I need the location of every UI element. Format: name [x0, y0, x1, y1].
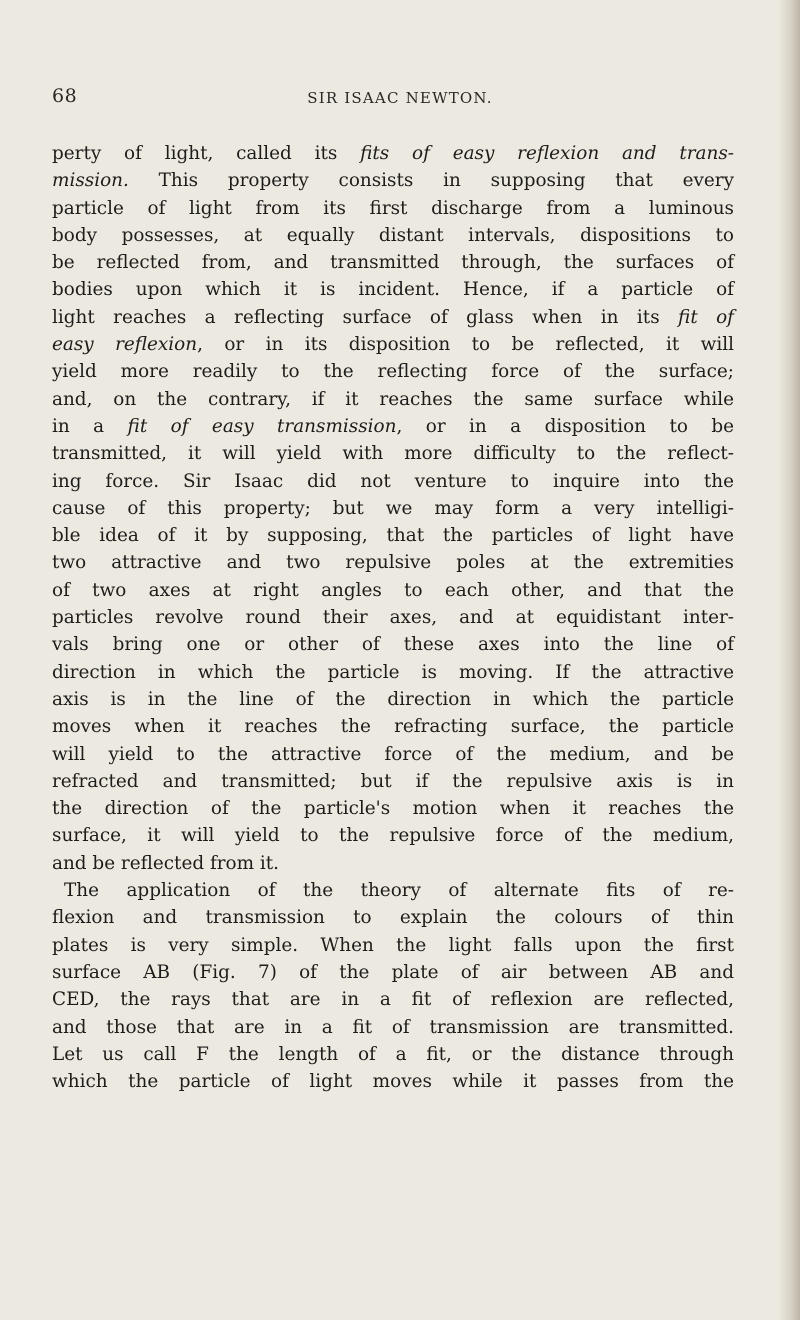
text-line — [52, 631, 734, 658]
text-segment: vals bring one or other of these axes into the line of — [52, 634, 734, 656]
text-line — [52, 222, 734, 249]
running-head: SIR ISAAC NEWTON. — [307, 89, 493, 107]
text-line — [52, 686, 734, 713]
text-segment: plates is very simple. When the light falls upon the first — [52, 934, 734, 956]
text-line — [52, 440, 734, 467]
text-segment: and those that are in a fit of transmission are transmitted. — [52, 1016, 734, 1038]
text-segment: CED, the rays that are in a fit of reflexion are reflected, — [52, 989, 734, 1011]
italic-text-segment: mission. — [52, 170, 129, 192]
text-segment: and, on the contrary, if it reaches the same surface while — [52, 388, 734, 410]
text-segment: yield more readily to the reflecting force of the surface; — [52, 361, 734, 383]
text-line — [52, 932, 734, 959]
text-line — [52, 386, 734, 413]
text-line — [52, 959, 734, 986]
text-segment: surface, it will yield to the repulsive force of the medium, — [52, 825, 734, 847]
text-segment: in a — [52, 415, 128, 437]
text-line — [52, 167, 734, 194]
text-line — [52, 522, 734, 549]
text-segment: The application of the theory of alternate fits of re- — [64, 880, 734, 902]
text-line — [52, 358, 734, 385]
text-segment: moves when it reaches the refracting surface, the particle — [52, 716, 734, 738]
text-segment: surface AB (Fig. 7) of the plate of air between AB and — [52, 961, 734, 983]
text-segment: and be reflected from it. — [52, 852, 280, 874]
text-line — [52, 577, 734, 604]
italic-text-segment: fits of easy reflexion and trans- — [360, 143, 734, 164]
text-line — [52, 495, 734, 522]
text-segment: light reaches a reflecting surface of glass when in its — [52, 306, 679, 328]
body-text — [52, 140, 734, 1095]
text-line — [52, 468, 734, 495]
text-line — [52, 1014, 734, 1041]
text-line — [52, 276, 734, 303]
italic-text-segment: fit of easy transmission — [127, 415, 397, 437]
text-line — [52, 331, 734, 358]
text-line — [52, 1041, 734, 1068]
text-segment: refracted and transmitted; but if the repulsive axis is in — [52, 770, 734, 792]
italic-text-segment: fit of — [678, 306, 734, 328]
text-line — [52, 549, 734, 576]
text-line — [52, 822, 734, 849]
text-segment: the direction of the particle's motion when it reaches the — [52, 798, 734, 820]
text-segment: of two axes at right angles to each other, and that the — [52, 579, 734, 601]
text-segment: , or in a disposition to be — [396, 415, 734, 437]
text-line — [52, 140, 734, 167]
text-line — [52, 713, 734, 740]
text-segment: which the particle of light moves while it passes from the — [52, 1071, 734, 1093]
text-line — [52, 741, 734, 768]
text-line — [52, 850, 734, 877]
text-segment: body possesses, at equally distant intervals, dispositions to — [52, 224, 734, 246]
text-segment: Let us call F the length of a fit, or the distance through — [52, 1043, 734, 1065]
text-line — [52, 195, 734, 222]
page-edge-shadow — [778, 0, 800, 1320]
text-line — [52, 986, 734, 1013]
text-segment: particle of light from its first discharge from a luminous — [52, 197, 734, 219]
page-number: 68 — [52, 85, 78, 107]
text-line — [52, 304, 734, 331]
text-line — [52, 413, 734, 440]
text-line — [52, 1068, 734, 1095]
text-segment: two attractive and two repulsive poles at the extremities — [52, 552, 734, 574]
text-line — [52, 877, 734, 904]
text-line — [52, 659, 734, 686]
text-segment: perty of light, called its — [52, 143, 361, 164]
text-segment: be reflected from, and transmitted through, the surfaces of — [52, 252, 734, 274]
text-segment: ing force. Sir Isaac did not venture to inquire into the — [52, 470, 734, 492]
text-segment: will yield to the attractive force of the medium, and be — [52, 743, 734, 765]
text-line — [52, 904, 734, 931]
text-segment: This property consists in supposing that every — [128, 170, 734, 192]
text-segment: axis is in the line of the direction in which the particle — [52, 688, 734, 710]
text-segment: particles revolve round their axes, and at equidistant inter- — [52, 607, 734, 629]
text-line — [52, 768, 734, 795]
text-line — [52, 795, 734, 822]
text-segment: bodies upon which it is incident. Hence, if a particle of — [52, 279, 734, 301]
text-segment: transmitted, it will yield with more difficulty to the reflect- — [52, 443, 734, 465]
text-segment: ble idea of it by supposing, that the particles of light have — [52, 525, 734, 547]
text-line — [52, 604, 734, 631]
text-segment: flexion and transmission to explain the colours of thin — [52, 907, 734, 929]
text-line — [52, 249, 734, 276]
italic-text-segment: easy reflexion — [52, 334, 198, 356]
text-segment: direction in which the particle is moving. If the attractive — [52, 661, 734, 683]
text-segment: cause of this property; but we may form a very intelligi- — [52, 497, 734, 519]
text-segment: , or in its disposition to be reflected, it will — [197, 334, 734, 356]
